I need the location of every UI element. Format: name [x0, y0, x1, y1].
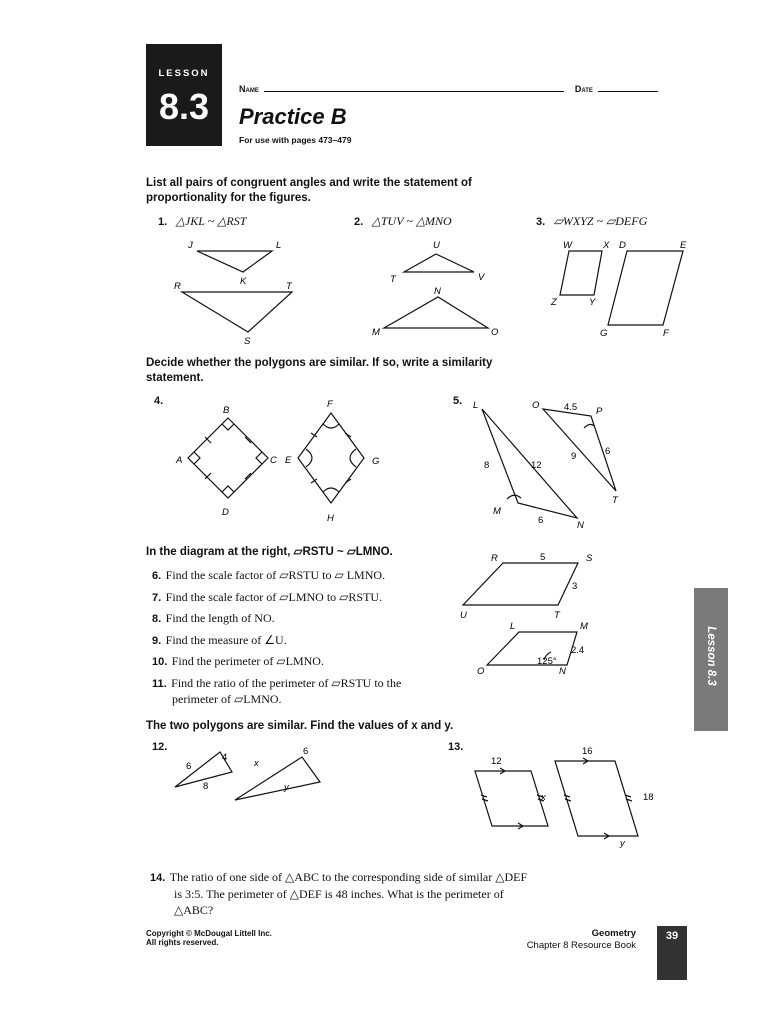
side-label: 5: [540, 552, 546, 563]
label-d: D: [222, 507, 229, 518]
label-f: F: [327, 399, 333, 410]
problem-text: Find the perimeter of ▱LMNO.: [171, 654, 324, 668]
figure-5: [482, 409, 616, 518]
section1-heading-line1: List all pairs of congruent angles and write the statement of: [146, 177, 472, 189]
label-f: F: [663, 328, 669, 339]
lesson-number: 8.3: [158, 86, 210, 127]
figure-12: [175, 752, 320, 800]
double-arrows: [481, 795, 544, 801]
label-n: N: [559, 666, 566, 677]
label-n: N: [434, 286, 441, 297]
label-x: X: [603, 240, 610, 251]
problem-number: 7.: [152, 591, 162, 604]
label-r: R: [491, 553, 498, 564]
label-z: Z: [551, 297, 557, 308]
label-p: P: [596, 406, 603, 417]
figure-1-labels: [174, 240, 293, 347]
label-l: L: [473, 400, 479, 411]
side-label: 6: [538, 515, 544, 526]
parallelogram-rstu: [463, 563, 578, 605]
lesson-side-tab: [694, 588, 728, 731]
date-label: Date: [574, 84, 593, 94]
page-number: 39: [657, 926, 687, 980]
label-e: E: [680, 240, 687, 251]
problem-13-number: 13.: [448, 741, 464, 753]
problem-text: △JKL ~ △RST: [175, 214, 247, 228]
problem-text: Find the measure of ∠U.: [165, 632, 287, 647]
parallelogram-defg: [608, 251, 683, 325]
problem-number: 2.: [354, 216, 364, 228]
problem-text: △ABC?: [174, 903, 214, 917]
label-g: G: [600, 328, 608, 339]
label-x: x: [254, 758, 259, 769]
label-s: S: [244, 336, 251, 347]
figure-13: [475, 758, 638, 839]
label-s: S: [586, 553, 593, 564]
name-label: Name: [239, 84, 259, 94]
problem-text: Find the length of NO.: [165, 611, 275, 625]
label-b: B: [223, 405, 230, 416]
label-c: C: [270, 455, 277, 466]
problem-number: 11.: [152, 677, 167, 690]
triangle-mno: [384, 297, 488, 328]
label-y: y: [284, 782, 289, 793]
label-u: U: [460, 610, 467, 621]
figure-rstu-lmno: [463, 563, 578, 665]
section3-problems: [152, 566, 452, 707]
large-triangle: [235, 757, 320, 800]
side-label: 6: [303, 746, 309, 757]
section4-heading: The two polygons are similar. Find the values of x and y.: [146, 720, 454, 732]
angle-arc: [323, 488, 339, 492]
copyright: [146, 929, 272, 947]
label-m: M: [580, 621, 588, 632]
problem-12-number: 12.: [152, 741, 168, 753]
label-v: V: [478, 272, 485, 283]
problem-text-continued: perimeter of ▱LMNO.: [172, 691, 282, 706]
label-l: L: [276, 240, 282, 251]
side-label: 2.4: [571, 645, 585, 656]
section2-heading-line1: Decide whether the polygons are similar. If so, write a similarity: [146, 357, 493, 369]
label-y: Y: [589, 297, 596, 308]
label-r: R: [174, 281, 181, 292]
label-o: O: [477, 666, 485, 677]
label-t: T: [554, 610, 560, 621]
side-label: 9: [571, 451, 577, 462]
triangle-tuv: [404, 254, 474, 272]
chapter-title: Chapter 8 Resource Book: [526, 940, 636, 951]
right-angle-mark: [222, 486, 234, 492]
book-title: Geometry: [591, 928, 636, 939]
label-t: T: [612, 495, 618, 506]
problem-item: [152, 652, 452, 674]
angle-arc: [323, 424, 339, 428]
problem-text: Find the scale factor of ▱RSTU to ▱ LMNO.: [165, 568, 386, 582]
problem-text: Find the ratio of the perimeter of ▱RSTU to the: [171, 675, 402, 690]
figure-5-labels: [473, 400, 619, 531]
label-m: M: [493, 506, 501, 517]
problem-number: 3.: [536, 216, 546, 228]
parallel-arrows: [583, 758, 609, 839]
label-j: J: [188, 240, 193, 251]
angle-arc: [584, 424, 594, 428]
problem-4-number: 4.: [154, 395, 164, 407]
label-l: L: [510, 621, 516, 632]
small-parallelogram: [475, 771, 548, 826]
side-tab-label: Lesson 8.3: [705, 626, 717, 686]
side-label: 4: [222, 752, 228, 763]
page-subtitle: For use with pages 473–479: [239, 135, 352, 145]
label-g: G: [372, 456, 380, 467]
label-n: N: [577, 520, 584, 531]
label-o: O: [532, 400, 540, 411]
label-m: M: [372, 327, 380, 338]
book-info: [480, 928, 636, 952]
label-k: K: [240, 276, 247, 287]
label-h: H: [327, 513, 334, 524]
label-t: T: [286, 281, 292, 292]
label-w: W: [563, 240, 572, 251]
side-label: 6: [605, 446, 611, 457]
problem-item: [152, 631, 452, 653]
problem-text: Find the scale factor of ▱LMNO to ▱RSTU.: [165, 589, 383, 604]
angle-arc: [306, 449, 312, 467]
section2-heading: [146, 356, 492, 386]
side-label: 18: [643, 792, 654, 803]
triangle-lmn: [482, 409, 577, 518]
label-a: A: [176, 455, 183, 466]
section1-heading-line2: proportionality for the figures.: [146, 192, 311, 204]
triangle-jkl: [197, 251, 272, 272]
label-o: O: [491, 327, 499, 338]
label-u: U: [433, 240, 440, 251]
double-arrows: [564, 795, 632, 801]
problem-item: [152, 566, 452, 588]
figure-3-labels: [550, 240, 687, 339]
right-angle-mark: [256, 452, 262, 464]
label-e: E: [285, 455, 292, 466]
problem-5-number: 5.: [453, 395, 463, 407]
problem-text: The ratio of one side of △ABC to the corresponding side of similar △DEF: [169, 870, 528, 884]
right-angle-mark: [194, 452, 200, 464]
triangle-rst: [182, 292, 292, 332]
parallelogram-lmno: [487, 632, 577, 665]
tick-marks: [205, 437, 251, 479]
problem-number: 14.: [150, 872, 166, 884]
rights-line: All rights reserved.: [146, 938, 219, 947]
side-label: 8: [203, 781, 209, 792]
large-parallelogram: [555, 761, 638, 836]
problem-item: [152, 609, 452, 631]
problem-item: [152, 588, 452, 610]
angle-label: 125°: [537, 656, 557, 667]
section2-heading-line2: statement.: [146, 372, 204, 384]
side-label: 4.5: [564, 402, 578, 413]
tick-marks: [311, 433, 351, 483]
side-label: 12: [531, 460, 542, 471]
problem-text: △TUV ~ △MNO: [371, 214, 452, 228]
angle-arc: [350, 449, 356, 467]
problem-number: 9.: [152, 634, 162, 647]
problem-text: is 3:5. The perimeter of △DEF is 48 inches. What is the perimeter of: [174, 887, 504, 901]
angle-arc: [507, 495, 521, 499]
figure-3: [560, 251, 683, 325]
side-label: 6: [186, 761, 192, 772]
figure-4-labels: [175, 399, 379, 524]
parallelogram-wxyz: [560, 251, 602, 295]
figure-rstu-lmno-labels: [460, 552, 593, 677]
side-label: 3: [572, 581, 578, 592]
section3-heading: In the diagram at the right, ▱RSTU ~ ▱LMNO.: [146, 546, 393, 558]
problem-number: 1.: [158, 216, 168, 228]
parallel-arrows: [500, 768, 523, 829]
problem-number: 8.: [152, 613, 162, 625]
side-label: 12: [491, 756, 502, 767]
problem-number: 10.: [152, 656, 168, 668]
label-d: D: [619, 240, 626, 251]
right-angle-mark: [222, 424, 234, 430]
label-t: T: [390, 274, 396, 285]
side-label: 8: [484, 460, 490, 471]
page-title: Practice B: [239, 104, 347, 129]
lesson-word: LESSON: [158, 68, 210, 79]
problem-14: [150, 869, 610, 918]
problem-text: ▱WXYZ ~ ▱DEFG: [553, 214, 648, 228]
problem-number: 6.: [152, 570, 162, 582]
rhombus-efgh: [298, 413, 364, 503]
copyright-line: Copyright © McDougal Littell Inc.: [146, 929, 272, 938]
problem-item: [152, 674, 452, 692]
side-label: 16: [582, 746, 593, 757]
label-x: x: [541, 792, 546, 803]
figure-1: [182, 251, 292, 332]
label-y: y: [620, 838, 625, 849]
figure-12-labels: [186, 746, 308, 793]
